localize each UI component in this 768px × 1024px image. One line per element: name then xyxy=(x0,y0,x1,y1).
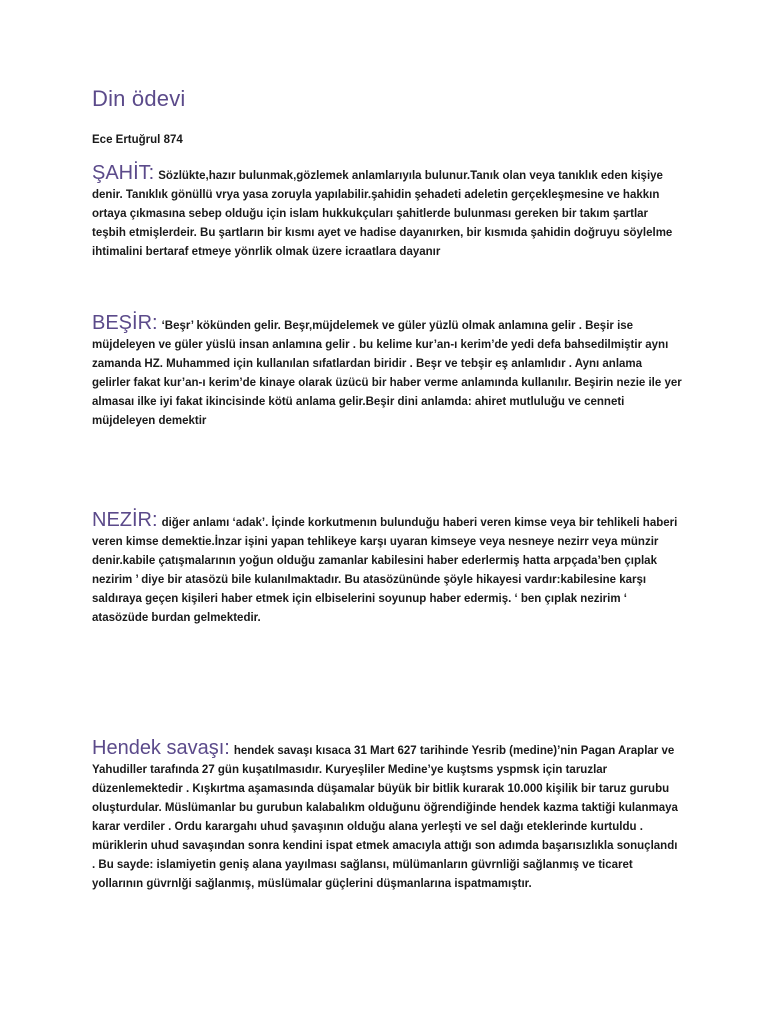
section-heading-sahit: ŞAHİT: xyxy=(92,162,155,184)
section-body-besir: ‘Beşr’ kökünden gelir. Beşr,müjdelemek ve güler yüzlü olmak anlamına gelir . Beşir ise müjdeleyen ve güler yüslü insan anlamına gelir . bu kelime kur’an-ı kerim’de yedi defa bahsedilmiştir aynı zamanda HZ. Muhammed için kullanılan sıfatlardan biridir . Beşr ve tebşir eş anlamlıdır . Aynı anlama gelirler fakat kur’an-ı kerim’de kinaye olarak üzücü bir haber verme anlamında kullanılır. Beşirin nezie ile yer almasaı ilke iyi fakat ikincisinde kötü anlama gelir.Beşir dini anlamda: ahiret mutluluğu ve cenneti müjdeleyen demektir xyxy=(92,320,682,427)
section-body-nezir: diğer anlamı ‘adak’. İçinde korkutmenın bulunduğu haberi veren kimse veya bir tehlikeli haberi veren kimse demektie.İnzar işini yapan tehlikeye karşı uyaran kimseye veya nesneye nezirr veya münzir denir.kabile çatışmalarının yoğun olduğu zamanlar kabilesini haber ederlermiş hatta arpçada’ben çıplak nezirim ’ diye bir atasözü bile kulanılmaktadır. Bu atasözününde şöyle hikayesi vardır:kabilesine karşı saldıraya geçen kişileri haber etmek için elbiselerini soyunup haber edermiş. ‘ ben çıplak nezirim ‘ atasözüde burdan gelmektedir. xyxy=(92,517,678,624)
section-body-hendek-savasi: hendek savaşı kısaca 31 Mart 627 tarihinde Yesrib (medine)’nin Pagan Araplar ve Yahudiller tarafında 27 gün kuşatılmasıdır. Kuryeşliler Medine’ye kuştsms yspmsk için taruzlar düzenlemektedir . Kışkırtma aşamasında düşamalar büyük bir bitlik kurarak 10.000 kişilik bir taruz gurubu oluşturdular. Müslümanlar bu gurubun kalabalıkm olduğunu öğrendiğinde hendek kazma taktiği kulanmaya karar verdiler . Ordu karargahı uhud şavaşının olduğu alana yerleşti ve sel dağı eteklerinde kurtuldu . müriklerin uhud savaşından sonra kendini ispat etmek amacıyla attığı son adımda başarısızlıkla sonuçlandı . Bu sayde: islamiyetin geniş alana yayılması sağlansı, mülümanların güvrnliği sağlanmış ve ticaret yollarının güvrnlği sağlanmış, müslümalar güçlerini düşmanlarına ispatmamıştır. xyxy=(92,745,678,890)
document-title: Din ödevi xyxy=(92,86,186,111)
section-heading-hendek-savasi: Hendek savaşı: xyxy=(92,737,230,759)
section-hendek-savasi xyxy=(92,739,682,894)
section-besir xyxy=(92,314,682,431)
section-heading-nezir: NEZİR: xyxy=(92,509,158,531)
section-nezir xyxy=(92,511,682,628)
section-heading-besir: BEŞİR: xyxy=(92,312,158,334)
author-line: Ece Ertuğrul 874 xyxy=(92,134,183,146)
section-body-sahit: Sözlükte,hazır bulunmak,gözlemek anlamlarıyıla bulunur.Tanık olan veya tanıklık eden kişiye denir. Tanıklık gönüllü vrya yasa zoruyla yapılabilir.şahidin şehadeti adeletin gerçekleşmesine ve hakkın ortaya çıkmasına sebep olduğu için islam hukkukçuları şahitlerde bulunması gereken bir takım şartlar teşbih etmişlerdeir. Bu şartların bir kısmı ayet ve hadise dayanırken, bir kısmıda şahidin doğruyu söylelme ihtimalini bertaraf etmeye yönrlik olmak üzere icraatlara dayanır xyxy=(92,170,673,258)
section-sahit xyxy=(92,164,682,262)
